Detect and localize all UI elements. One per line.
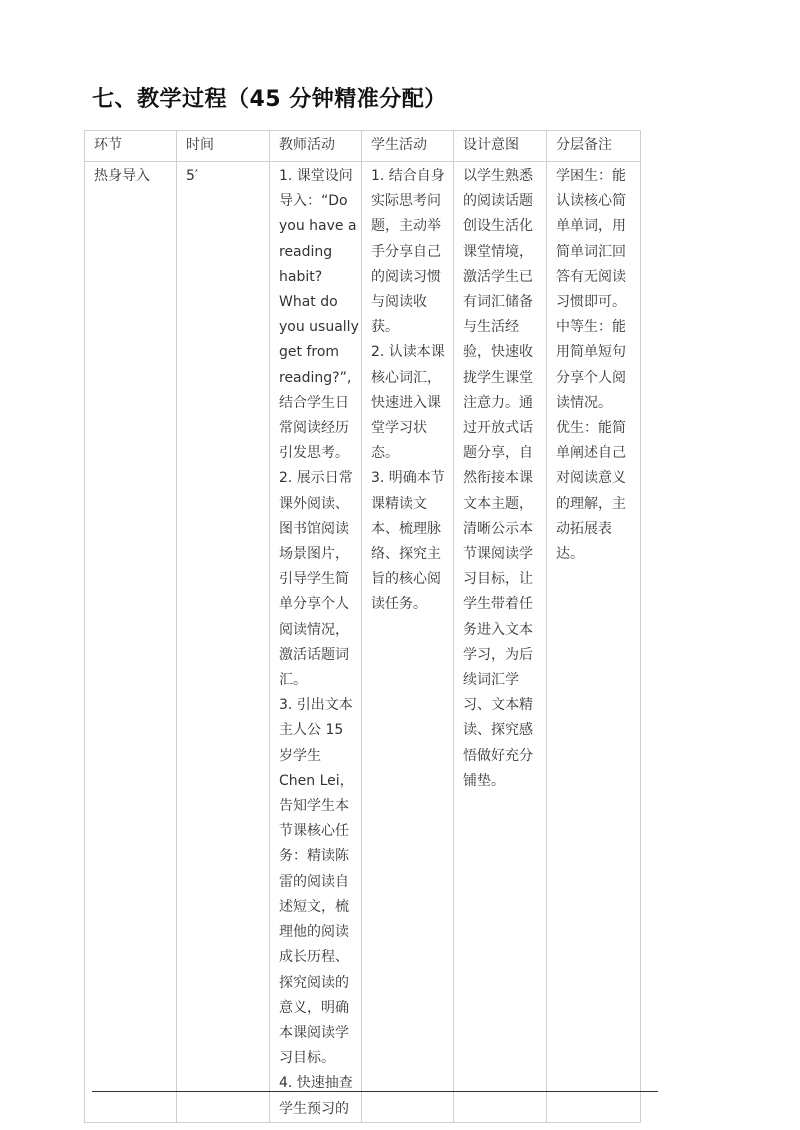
design-intent-text: 以学生熟悉 的阅读话题 创设生活化 课堂情境， 激活学生已 有词汇储备 与生活经 验，快速收 拢学生课堂 注意力。通 过开放式话 题分享，自 然衔接本课 文本主题， 清晰公示本 节课阅读学 习目标，让 学生带着任 务进入文本 学习，为后 续词汇学 习、文本精 读、探究感 悟做好充分 铺垫。 [463, 168, 533, 789]
student-activity-text: 1. 结合自身 实际思考问 题，主动举 手分享自己 的阅读习惯 与阅读收 获。 2. 认读本课 核心词汇， 快速进入课 堂学习状 态。 3. 明确本节 课精读文 本、梳理脉 络、探究主 旨的核心阅 读任务。 [371, 168, 445, 613]
page-footer-rule [92, 1091, 658, 1092]
section-title: 七、教学过程（45 分钟精准分配） [92, 87, 447, 112]
table-row [85, 162, 641, 1123]
table-header-row [85, 131, 641, 162]
header-stage: 环节 [85, 131, 177, 162]
header-teacher-activity: 教师活动 [270, 131, 362, 162]
stage-text: 热身导入 [94, 168, 150, 184]
tiered-notes-text: 学困生：能 认读核心简 单单词，用 简单词汇回 答有无阅读 习惯即可。 中等生：能 用简单短句 分享个人阅 读情况。 优生：能简 单阐述自己 对阅读意义 的理解，主 动拓展表 达。 [556, 168, 626, 563]
time-text: 5′ [186, 168, 199, 184]
header-student-activity: 学生活动 [362, 131, 454, 162]
cell-design-intent [454, 162, 547, 1123]
cell-student-activity [362, 162, 454, 1123]
cell-time [177, 162, 270, 1123]
cell-tiered-notes [547, 162, 641, 1123]
teacher-activity-text: 1. 课堂设问 导入：“Do you have a reading habit? What do you usually get from reading?”, 结合学生日 常阅读经历 引发思考。 2. 展示日常 课外阅读、 图书馆阅读 场景图片， 引导学生简 单分享个人 阅读情况， 激活话题词 汇。 3. 引出文本 主人公 15 岁学生 Chen Lei， 告知学生本 节课核心任 务：精读陈 雷的阅读自 述短文，梳 理他的阅读 成长历程、 探究阅读的 意义，明确 本课阅读学 习目标。 4. 快速抽查 学生预习的 [279, 168, 359, 1117]
header-tiered-notes: 分层备注 [547, 131, 641, 162]
cell-teacher-activity [270, 162, 362, 1123]
header-design-intent: 设计意图 [454, 131, 547, 162]
teaching-process-table [84, 130, 641, 1123]
cell-stage [85, 162, 177, 1123]
header-time: 时间 [177, 131, 270, 162]
